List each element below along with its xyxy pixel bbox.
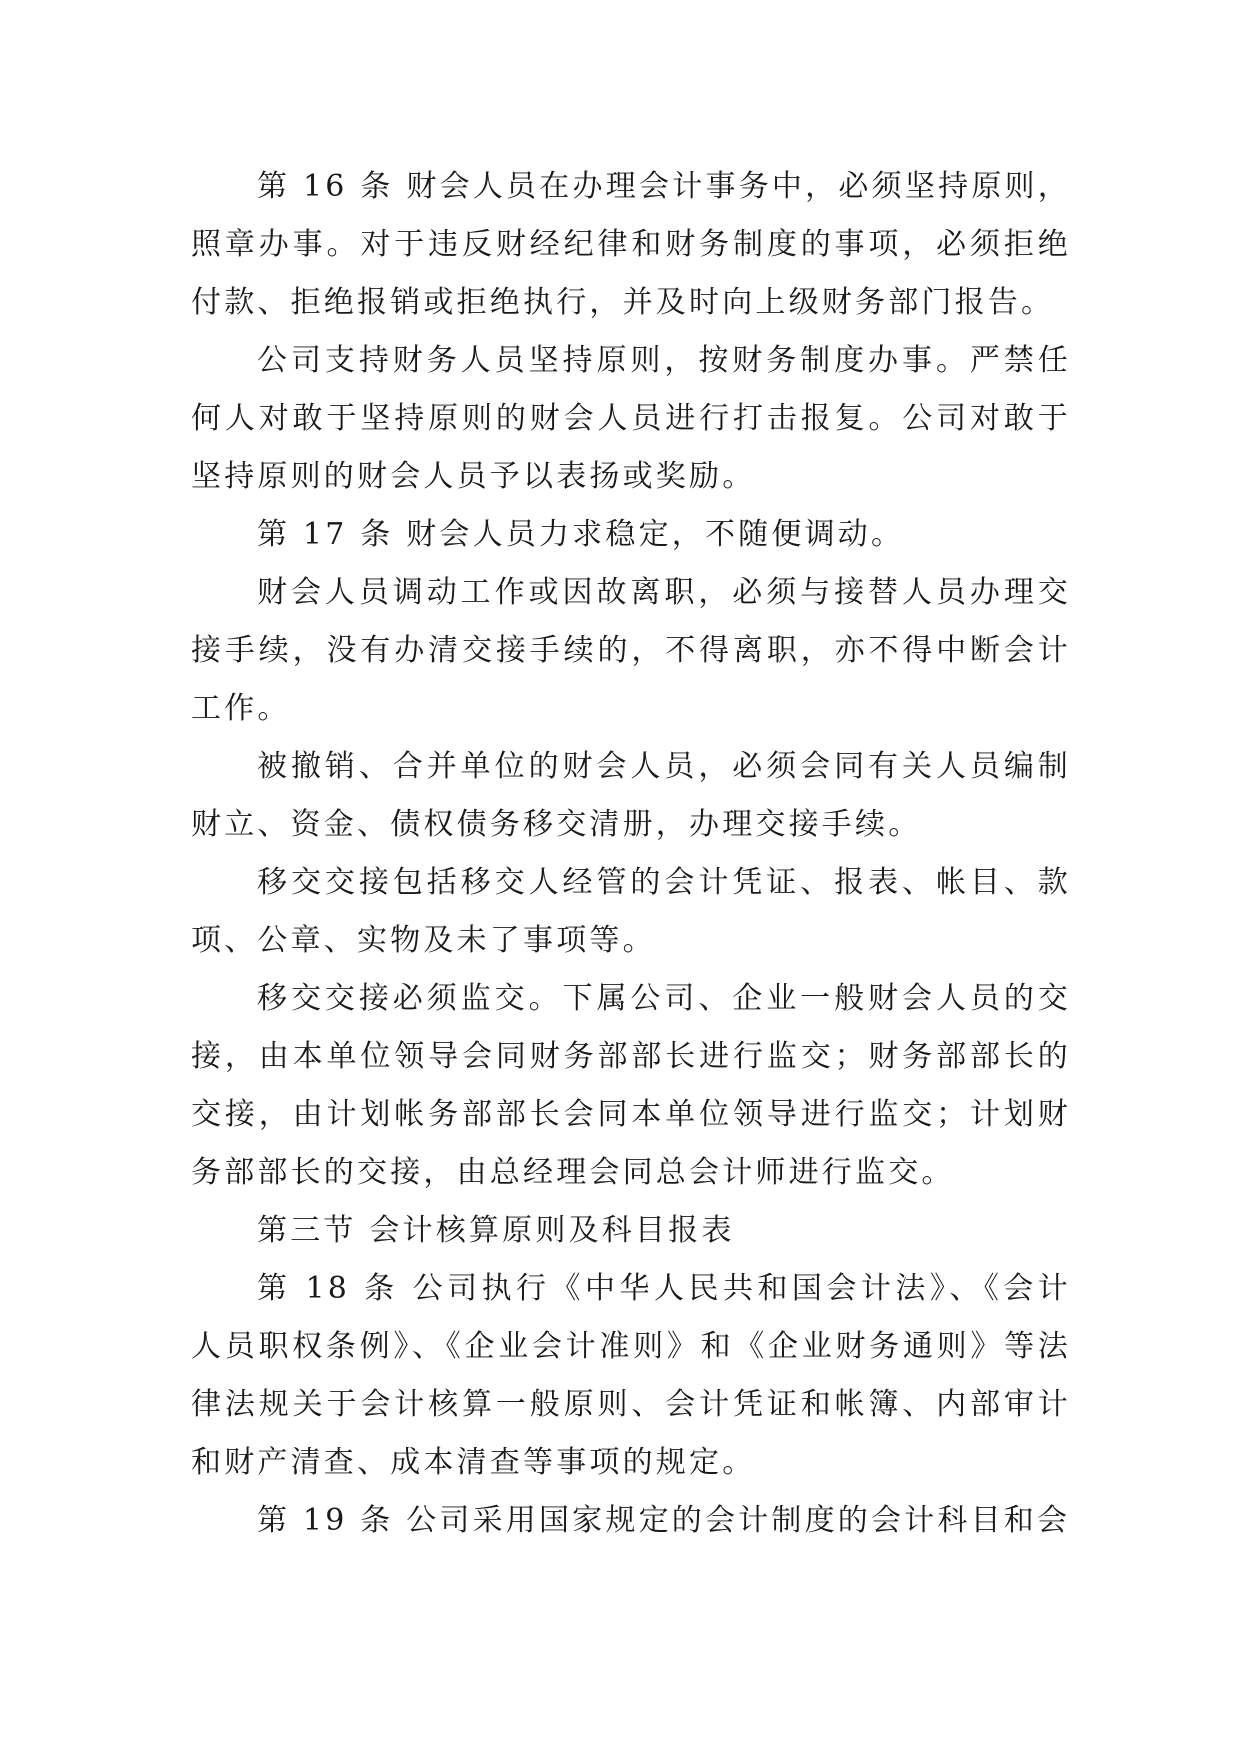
article-17-paragraph: 第 17 条 财会人员力求稳定，不随便调动。 <box>257 517 905 552</box>
section-3-heading: 第三节 会计核算原则及科目报表 <box>257 1213 735 1248</box>
handover-procedure-paragraph: 财会人员调动工作或因故离职，必须与接替人员办理交接手续，没有办清交接手续的，不得离职，亦不得中断会计工作。 <box>191 575 1071 726</box>
article-16-paragraph: 第 16 条 财会人员在办理会计事务中，必须坚持原则，照章办事。对于违反财经纪律和财务制度的事项，必须拒绝付款、拒绝报销或拒绝执行，并及时向上级财务部门报告。 <box>191 169 1071 320</box>
merged-unit-paragraph: 被撤销、合并单位的财会人员，必须会同有关人员编制财立、资金、债权债务移交清册，办理交接手续。 <box>191 749 1071 842</box>
document-body <box>191 158 1071 1550</box>
handover-contents-paragraph: 移交交接包括移交人经管的会计凭证、报表、帐目、款项、公章、实物及未了事项等。 <box>191 865 1071 958</box>
article-19-paragraph: 第 19 条 公司采用国家规定的会计制度的会计科目和会 <box>257 1503 1071 1538</box>
supervised-handover-paragraph: 移交交接必须监交。下属公司、企业一般财会人员的交接，由本单位领导会同财务部部长进行监交；财务部部长的交接，由计划帐务部部长会同本单位领导进行监交；计划财务部部长的交接，由总经理会同总会计师进行监交。 <box>191 981 1071 1190</box>
article-18-paragraph: 第 18 条 公司执行《中华人民共和国会计法》、《会计人员职权条例》、《企业会计准则》和《企业财务通则》等法律法规关于会计核算一般原则、会计凭证和帐簿、内部审计和财产清查、成本清查等事项的规定。 <box>191 1271 1071 1480</box>
support-principle-paragraph: 公司支持财务人员坚持原则，按财务制度办事。严禁任何人对敢于坚持原则的财会人员进行打击报复。公司对敢于坚持原则的财会人员予以表扬或奖励。 <box>191 343 1071 494</box>
